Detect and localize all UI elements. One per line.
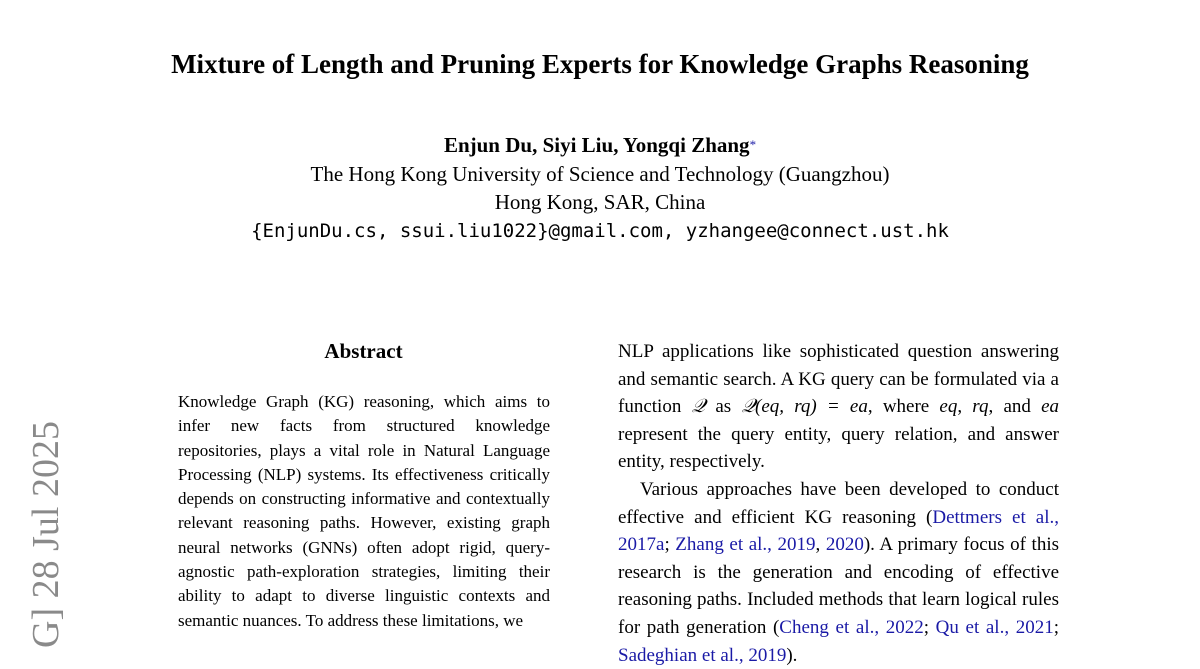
abstract-heading: Abstract [324, 339, 403, 363]
citation-link[interactable]: Zhang et al., 2019 [675, 534, 816, 556]
intro-paragraph-1: NLP applications like sophisticated question answering and semantic search. A KG query can be formulated via a function 𝒬 as 𝒬(eq, rq) = ea, where eq, rq, and ea represent the query entity, query relation, and answer entity, respectively. [618, 341, 1059, 473]
query-formula: 𝒬(eq, rq) = ea [741, 396, 868, 418]
introduction-column [618, 338, 1059, 669]
abstract-text: Knowledge Graph (KG) reasoning, which aims to infer new facts from structured knowledge repositories, plays a vital role in Natural Language Processing (NLP) systems. Its effectiveness critically depends on constructing informative and contextually relevant reasoning paths. However, existing graph neural networks (GNNs) often adopt rigid, query-agnostic path-exploration strategies, limiting their ability to adapt to diverse linguistic contexts and semantic nuances. To address these limitations, we [178, 392, 550, 630]
corresponding-author-mark[interactable]: * [749, 137, 757, 152]
author-list [0, 131, 1200, 159]
citation-link[interactable]: Dettmers et al., 2017a [618, 506, 1059, 556]
citation-link[interactable]: Cheng et al., 2022 [779, 616, 924, 638]
citation-link[interactable]: Sadeghian et al., 2019 [618, 644, 787, 666]
author-emails: {EnjunDu.cs, ssui.liu1022}@gmail.com, yzhangee@connect.ust.hk [251, 220, 949, 242]
arxiv-side-stamp: G] 28 Jul 2025 [25, 421, 67, 648]
citation-link[interactable]: Qu et al., 2021 [935, 616, 1054, 638]
paper-title: Mixture of Length and Pruning Experts for Knowledge Graphs Reasoning [171, 49, 1029, 79]
citation-link[interactable]: 2020 [825, 534, 864, 556]
affiliation-location: Hong Kong, SAR, China [494, 190, 706, 214]
author-names: Enjun Du, Siyi Liu, Yongqi Zhang [443, 133, 750, 157]
intro-paragraph-2: Various approaches have been developed to conduct effective and efficient KG reasoning (Dettmers et al., 2017a; Zhang et al., 2019, 2020). A primary focus of this research is the generation and encoding of effective reasoning paths. Included methods that learn logical rules for path generation (Cheng et al., 2022; Qu et al., 2021; Sadeghian et al., 2019). [618, 478, 1060, 666]
affiliation-institution: The Hong Kong University of Science and Technology (Guangzhou) [310, 162, 890, 186]
